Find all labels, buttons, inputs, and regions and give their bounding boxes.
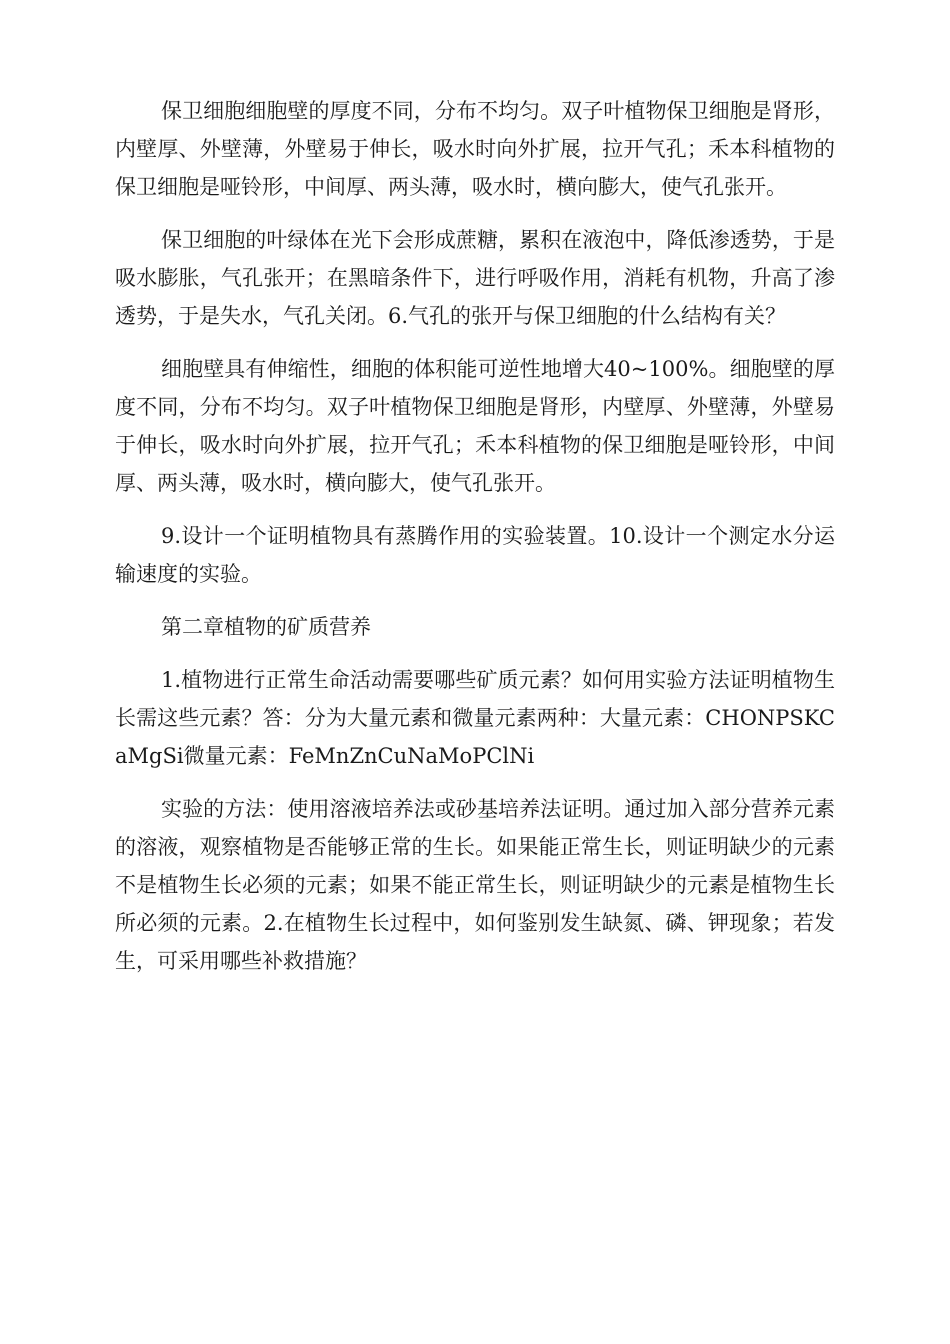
paragraph-mineral-elements: 1.植物进行正常生命活动需要哪些矿质元素？如何用实验方法证明植物生长需这些元素？答：分为大量元素和微量元素两种：大量元素：CHONPSKCaMgSi微量元素：FeMnZnCuNaMoPClNi xyxy=(115,668,835,768)
paragraph-experiment-design: 9.设计一个证明植物具有蒸腾作用的实验装置。10.设计一个测定水分运输速度的实验。 xyxy=(115,524,835,586)
paragraph-chloroplast-sucrose: 保卫细胞的叶绿体在光下会形成蔗糖，累积在液泡中，降低渗透势，于是吸水膨胀，气孔张开；在黑暗条件下，进行呼吸作用，消耗有机物，升高了渗透势，于是失水，气孔关闭。6.气孔的张开与保卫细胞的什么结构有关？ xyxy=(115,228,835,328)
paragraph-experiment-method: 实验的方法：使用溶液培养法或砂基培养法证明。通过加入部分营养元素的溶液，观察植物是否能够正常的生长。如果能正常生长，则证明缺少的元素不是植物生长必须的元素；如果不能正常生长，则证明缺少的元素是植物生长所必须的元素。2.在植物生长过程中，如何鉴别发生缺氮、磷、钾现象；若发生，可采用哪些补救措施？ xyxy=(115,797,835,973)
document-body xyxy=(115,92,835,995)
chapter-heading: 第二章植物的矿质营养 xyxy=(161,615,371,639)
paragraph-cell-wall-extensibility: 细胞壁具有伸缩性，细胞的体积能可逆性地增大40~100%。细胞壁的厚度不同，分布不均匀。双子叶植物保卫细胞是肾形，内壁厚、外壁薄，外壁易于伸长，吸水时向外扩展，拉开气孔；禾本科植物的保卫细胞是哑铃形，中间厚、两头薄，吸水时，横向膨大，使气孔张开。 xyxy=(115,357,835,495)
paragraph-guard-cell-wall: 保卫细胞细胞壁的厚度不同，分布不均匀。双子叶植物保卫细胞是肾形，内壁厚、外壁薄，外壁易于伸长，吸水时向外扩展，拉开气孔；禾本科植物的保卫细胞是哑铃形，中间厚、两头薄，吸水时，横向膨大，使气孔张开。 xyxy=(115,99,835,199)
